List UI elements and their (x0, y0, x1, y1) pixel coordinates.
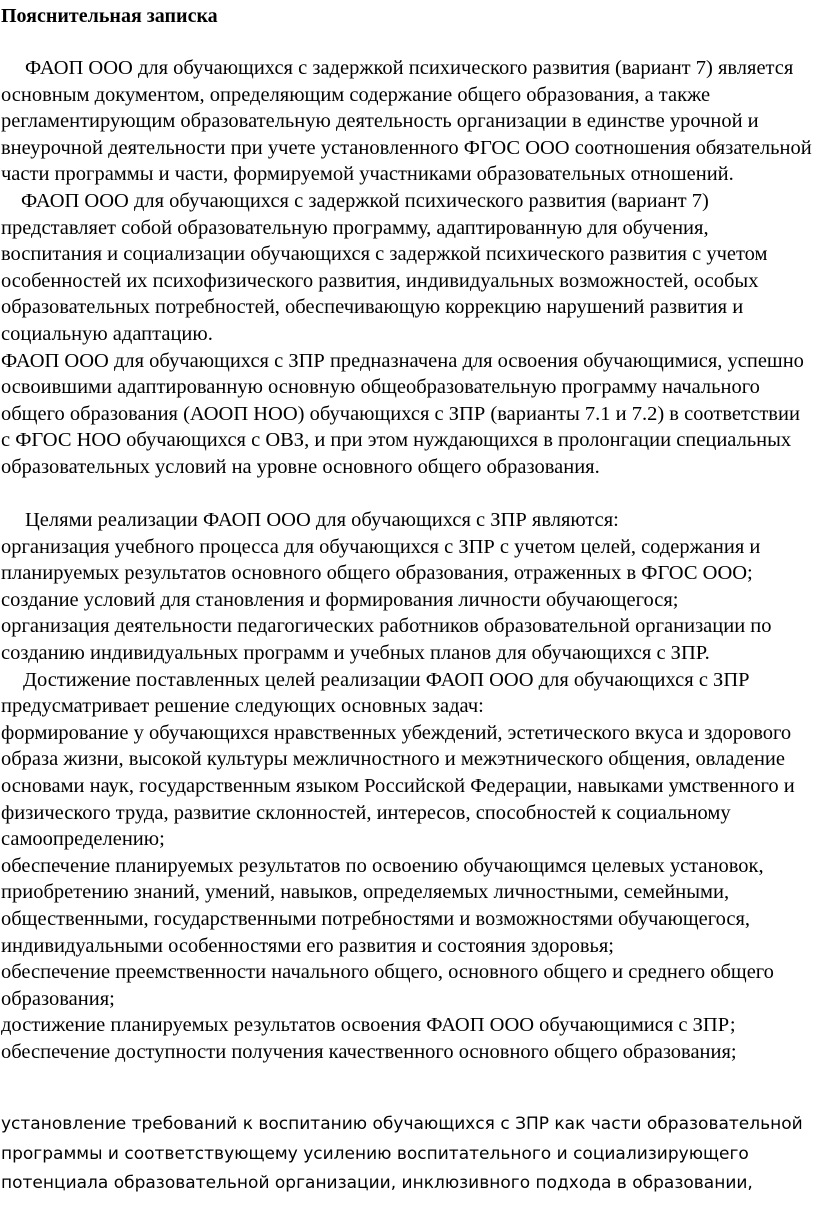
goals-intro: Целями реализации ФАОП ООО для обучающихся с ЗПР являются: (25, 509, 619, 532)
goal-item: организация деятельности педагогических работников образовательной организации по созданию индивидуальных программ и учебных планов для обучающихся с ЗПР. (1, 615, 772, 665)
document-title: Пояснительная записка (1, 5, 218, 27)
task-item: формирование у обучающихся нравственных убеждений, эстетического вкуса и здорового образа жизни, высокой культуры межличностного и межэтнического общения, овладение основами наук, государственным языком Российской Федерации, навыками умственного и физического труда, развитие склонностей, интересов, способностей к социальному самоопределению; (1, 721, 795, 851)
goal-item: создание условий для становления и формирования личности обучающегося; (1, 588, 679, 611)
paragraph-purpose: ФАОП ООО для обучающихся с задержкой психического развития (вариант 7) является основным документом, определяющим содержание общего образования, а также регламентирующим образовательную деятельность организации в единстве урочной и внеурочной деятельности при учете установленного ФГОС ООО соотношения обязательной части программы и части, формируемой участниками образовательных отношений. (1, 57, 812, 186)
tasks-intro: Достижение поставленных целей реализации ФАОП ООО для обучающихся с ЗПР предусматривает решение следующих основных задач: (1, 668, 750, 718)
final-task-block (1, 1110, 813, 1199)
paragraph-definition: ФАОП ООО для обучающихся с задержкой психического развития (вариант 7) представляет собой образовательную программу, адаптированную для обучения, воспитания и социализации обучающихся с задержкой психического развития с учетом особенностей их психофизического развития, индивидуальных возможностей, особых образовательных потребностей, обеспечивающую коррекцию нарушений развития и социальную адаптацию. (1, 189, 768, 345)
task-item: обеспечение преемственности начального общего, основного общего и среднего общего образования; (1, 961, 774, 1010)
document-body (1, 55, 813, 1066)
paragraph-audience: ФАОП ООО для обучающихся с ЗПР предназначена для освоения обучающимися, успешно освоившими адаптированную основную общеобразовательную программу начального общего образования (АООП НОО) обучающихся с ЗПР (варианты 7.1 и 7.2) в соответствии с ФГОС НОО обучающихся с ОВЗ, и при этом нуждающихся в пролонгации специальных образовательных условий на уровне основного общего образования. (1, 349, 804, 478)
paragraph-spacer (1, 481, 813, 508)
task-item-final: установление требований к воспитанию обучающихся с ЗПР как части образовательной программы и соответствующему усилению воспитательного и социализирующего потенциала образовательной организации, инклюзивного подхода в образовании, (1, 1114, 803, 1193)
task-item: достижение планируемых результатов освоения ФАОП ООО обучающимися с ЗПР; (1, 1014, 736, 1037)
goal-item: организация учебного процесса для обучающихся с ЗПР с учетом целей, содержания и планируемых результатов основного общего образования, отраженных в ФГОС ООО; (1, 535, 761, 585)
task-item: обеспечение доступности получения качественного основного общего образования; (1, 1040, 737, 1063)
task-item: обеспечение планируемых результатов по освоению обучающимся целевых установок, приобретению знаний, умений, навыков, определяемых личностными, семейными, общественными, государственными потребностями и возможностями обучающегося, индивидуальными особенностями его развития и состояния здоровья; (1, 854, 764, 957)
